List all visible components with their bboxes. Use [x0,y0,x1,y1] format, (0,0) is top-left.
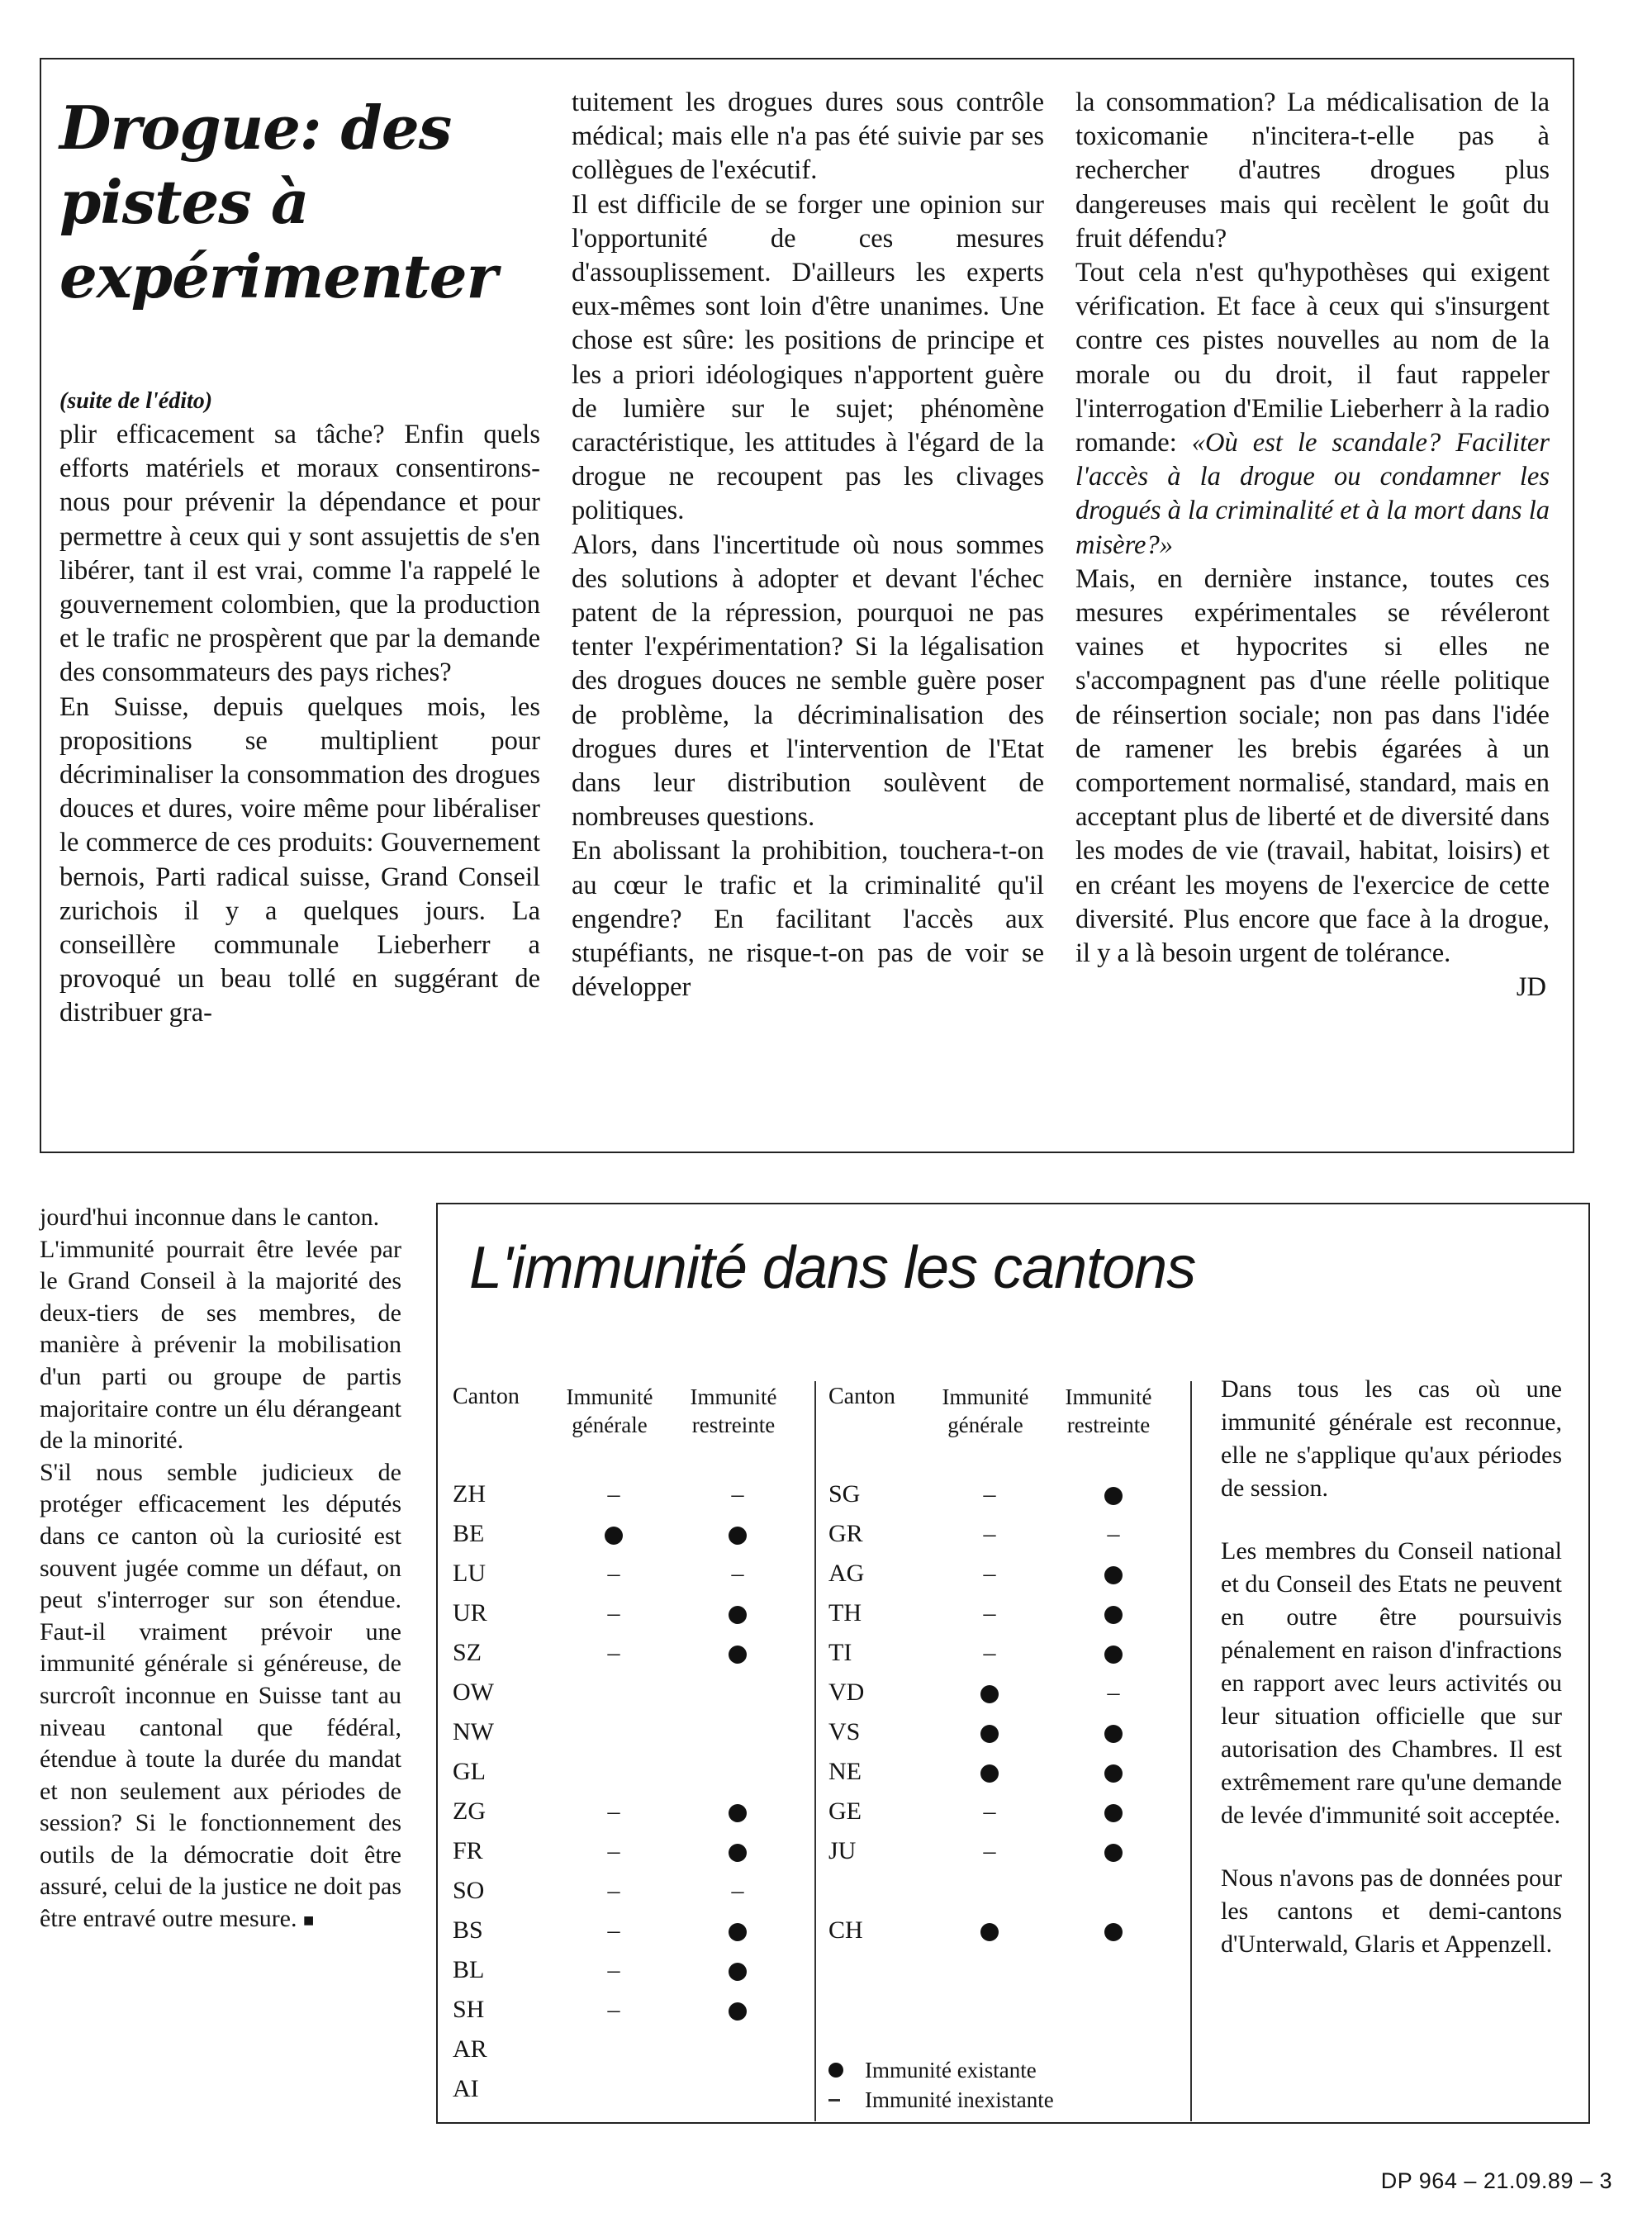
editorial-paragraph: Mais, en dernière instance, toutes ces mesures expérimentales se révéleront vaines et hypocrites si elles ne s'accompagnent pas d'une réelle politique de réinsertion sociale; non pas dans l'idée de ramener les brebis égarées à un comportement normalisé, standard, mais en acceptant plus de liberté et de diversité dans les modes de vie (travail, habitat, loisirs) et en créant les moyens de l'exercice de cette diversité. Plus encore que face à la drogue, il y a là besoin urgent de tolérance. [1075,563,1550,969]
table-row [453,1990,800,2030]
header-line: générale [572,1413,648,1437]
general-immunity-cell [552,1514,676,1554]
general-immunity-cell [552,1871,676,1911]
general-immunity-cell [552,1831,676,1871]
note-paragraph: Dans tous les cas où une immunité générale est reconnue, elle ne s'applique qu'aux périodes de session. [1221,1375,1562,1502]
general-immunity-cell [552,1633,676,1673]
canton-code: BS [453,1916,483,1944]
table-row [453,1673,800,1712]
canton-code: TI [828,1639,852,1666]
general-immunity-cell [928,1514,1051,1554]
table-row [453,2030,800,2069]
legend-existing [828,2055,1184,2085]
general-dash-icon: – [607,1639,620,1666]
canton-code: VS [828,1718,861,1745]
editorial-title: Drogue: des pistes à expérimenter [59,93,497,311]
canton-code: AG [828,1560,865,1587]
general-filled-dot-icon [605,1527,623,1545]
general-immunity-cell [928,1911,1051,1950]
general-immunity-cell [928,1673,1051,1712]
table-row [828,1554,1175,1593]
restricted-dash-icon: – [731,1877,744,1904]
table-row [453,1554,800,1593]
legend-nonexisting [828,2085,1184,2115]
general-immunity-cell [552,1475,676,1514]
filled-dot-icon [828,2063,865,2078]
table-row [453,1633,800,1673]
restricted-immunity-cell [676,1792,800,1831]
canton-code: SG [828,1480,861,1508]
general-dash-icon: – [983,1599,996,1627]
restricted-immunity-cell [1051,1673,1175,1712]
restricted-immunity-cell [676,1673,800,1712]
immunity-title: L'immunité dans les cantons [469,1235,1196,1301]
general-immunity-cell [928,1554,1051,1593]
note-paragraph: Nous n'avons pas de données pour les cantons et demi-cantons d'Unterwald, Glaris et Appenzell. [1221,1864,1562,1958]
restricted-filled-dot-icon [1104,1725,1123,1743]
general-dash-icon: – [983,1837,996,1864]
restricted-immunity-cell [1051,1911,1175,1950]
table-row [828,1475,1175,1514]
header-line: Immunité [942,1384,1029,1409]
table-row [453,1792,800,1831]
general-immunity-cell [552,1712,676,1752]
editorial-column-2 [572,86,1044,1004]
table-row [453,1911,800,1950]
canton-code: GR [828,1520,863,1547]
restricted-filled-dot-icon [1104,1606,1123,1624]
table-row [828,1593,1175,1633]
header-line: Immunité [690,1384,777,1409]
dash-icon [828,2099,865,2101]
immunity-notes [1221,1373,1562,1991]
table-row [828,1792,1175,1831]
table-row [453,1475,800,1514]
canton-code: ZH [453,1480,486,1508]
restricted-immunity-cell [676,1831,800,1871]
general-immunity-cell [928,1871,1051,1911]
header-line: Immunité [1065,1384,1152,1409]
canton-code: NW [453,1718,494,1745]
restricted-immunity-cell [676,2069,800,2109]
canton-table-right [828,1475,1175,1950]
page-footer: DP 964 – 21.09.89 – 3 [1380,2168,1612,2193]
editorial-paragraph: Il est difficile de se forger une opinion sur l'opportunité de ces mesures d'assouplissement. D'ailleurs les experts eux-mêmes sont loin d'être unanimes. Une chose est sûre: les positions de principe et les a priori idéologiques n'apportent guère de lumière sur le sujet; phénomène caractéristique, les attitudes à l'égard de la drogue ne recoupent pas les clivages politiques. [572,189,1044,526]
paragraph-text: Tout cela n'est qu'hypothèses qui exigent vérification. Et face à ceux qui s'insurgent contre ces pistes nouvelles au nom de la morale ou du droit, il faut rappeler l'interrogation d'Emilie Lieberherr à la radio romande: [1075,258,1550,458]
paragraph-text: S'il nous semble judicieux de protéger efficacement les députés dans ce canton où la curiosité est souvent jugée comme un défaut, on peut s'interroger sur son étendue. Faut-il vraiment prévoir une immunité générale si généreuse, de surcroît inconnue en Suisse tant au niveau cantonal que fédéral, étendue à toute la durée du mandat et non seulement aux périodes de session? Si le fonctionnement des outils de la démocratie doit être assuré, celui de la justice ne doit pas être entravé outre mesure. [40,1458,401,1933]
editorial-paragraph: plir efficacement sa tâche? Enfin quels efforts matériels et moraux consentirons-nous pour prévenir la dépendance et pour permettre à ceux qui y sont assujettis de s'en libérer, tant il est vrai, comme l'a rappelé le gouvernement colombien, que la production et le trafic ne prospèrent que par la demande des consommateurs des pays riches? [59,420,540,688]
general-dash-icon: – [607,1797,620,1825]
restricted-dash-icon: – [1107,1679,1120,1706]
restricted-immunity-cell [676,1475,800,1514]
general-filled-dot-icon [980,1725,999,1743]
canton-code: ZG [453,1797,486,1825]
header-general-right [928,1383,1043,1439]
restricted-immunity-cell [676,2030,800,2069]
header-restricted-right [1051,1383,1166,1439]
table-row [828,1752,1175,1792]
header-canton-left: Canton [453,1384,520,1409]
restricted-filled-dot-icon [1104,1923,1123,1941]
restricted-dash-icon: – [731,1480,744,1508]
general-filled-dot-icon [980,1923,999,1941]
canton-code: AI [453,2075,479,2102]
canton-code: SZ [453,1639,482,1666]
editorial-paragraph: En Suisse, depuis quelques mois, les propositions se multiplient pour décriminaliser la consommation des drogues douces et dures, voire même pour libéraliser le commerce de ces produits: Gouvernement bernois, Parti radical suisse, Grand Conseil zurichois il y a quelques jours. La conseillère communale Lieberherr a provoqué un beau tollé en suggérant de distribuer gra- [59,691,540,1028]
general-dash-icon: – [983,1520,996,1547]
restricted-filled-dot-icon [729,1527,747,1545]
general-immunity-cell [552,1673,676,1712]
table-row [828,1871,1175,1911]
restricted-immunity-cell [676,1990,800,2030]
restricted-dash-icon: – [731,1560,744,1587]
canton-table-left [453,1475,800,2109]
quote-text: «Où est le scandale? Faciliter l'accès à la drogue ou condamner les drogués à la criminalité et à la mort dans la misère?» [1075,428,1550,560]
general-immunity-cell [552,1990,676,2030]
table-row [828,1673,1175,1712]
header-line: Immunité [566,1384,653,1409]
general-dash-icon: – [607,1916,620,1944]
table-row [453,1752,800,1792]
legend-label: Immunité inexistante [865,2087,1054,2112]
column-separator [814,1381,816,2121]
restricted-immunity-cell [676,1871,800,1911]
table-row [828,1633,1175,1673]
general-immunity-cell [928,1593,1051,1633]
general-dash-icon: – [607,1480,620,1508]
general-immunity-cell [552,1554,676,1593]
table-row [453,1831,800,1871]
restricted-immunity-cell [1051,1752,1175,1792]
table-row [828,1514,1175,1554]
end-of-article-mark: ■ [303,1910,315,1931]
restricted-immunity-cell [1051,1712,1175,1752]
general-dash-icon: – [607,1877,620,1904]
canton-code: LU [453,1560,486,1587]
restricted-immunity-cell [676,1633,800,1673]
restricted-immunity-cell [676,1593,800,1633]
legend-label: Immunité existante [865,2058,1037,2082]
canton-code: SH [453,1996,485,2023]
editorial-column-1 [59,385,540,1031]
canton-code: BE [453,1520,485,1547]
canton-code: BL [453,1956,485,1983]
table-row [453,1593,800,1633]
general-dash-icon: – [983,1560,996,1587]
canton-code: CH [828,1916,863,1944]
editorial-paragraph: Alors, dans l'incertitude où nous sommes des solutions à adopter et devant l'échec patent de la répression, pourquoi ne pas tenter l'expérimentation? Si la légalisation des drogues douces ne semble guère poser de problème, la décriminalisation des drogues dures et l'intervention de l'Etat dans leur distribution soulèvent de nombreuses questions. [572,530,1044,833]
general-immunity-cell [552,1593,676,1633]
canton-code: UR [453,1599,487,1627]
restricted-immunity-cell [676,1752,800,1792]
restricted-immunity-cell [1051,1831,1175,1871]
column-separator [1190,1381,1192,2121]
author-signature: JD [1516,972,1546,1003]
restricted-filled-dot-icon [729,1606,747,1624]
restricted-filled-dot-icon [729,1844,747,1862]
restricted-immunity-cell [1051,1554,1175,1593]
editorial-subhead: (suite de l'édito) [59,388,213,414]
article-paragraph: jourd'hui inconnue dans le canton. [40,1204,380,1231]
canton-code: NE [828,1758,862,1785]
header-line: restreinte [1066,1413,1151,1437]
header-general-left [552,1383,667,1439]
general-immunity-cell [552,1792,676,1831]
canton-code [828,1871,928,1911]
table-row [453,2069,800,2109]
restricted-immunity-cell [1051,1514,1175,1554]
general-immunity-cell [552,1752,676,1792]
general-immunity-cell [552,1950,676,1990]
general-dash-icon: – [983,1639,996,1666]
editorial-paragraph: tuitement les drogues dures sous contrôle médical; mais elle n'a pas été suivie par ses collègues de l'exécutif. [572,88,1044,186]
editorial-column-3 [1075,86,1550,1004]
restricted-immunity-cell [676,1712,800,1752]
canton-code: OW [453,1679,494,1706]
general-immunity-cell [928,1712,1051,1752]
restricted-filled-dot-icon [1104,1764,1123,1783]
general-dash-icon: – [607,1956,620,1983]
general-dash-icon: – [607,1996,620,2023]
header-canton-right: Canton [828,1384,895,1409]
header-restricted-left [676,1383,791,1439]
restricted-immunity-cell [1051,1792,1175,1831]
restricted-filled-dot-icon [1104,1487,1123,1505]
restricted-immunity-cell [1051,1633,1175,1673]
canton-code: GE [828,1797,862,1825]
general-dash-icon: – [607,1560,620,1587]
restricted-immunity-cell [1051,1593,1175,1633]
general-immunity-cell [928,1633,1051,1673]
article-paragraph: L'immunité pourrait être levée par le Grand Conseil à la majorité des deux-tiers de ses membres, de manière à prévenir la mobilisation d'un parti ou groupe de partis majoritaire contre un élu dérangeant de la minorité. [40,1235,401,1455]
note-paragraph: Les membres du Conseil national et du Conseil des Etats ne peuvent en outre être poursuivis pénalement en raison d'infractions en rapport avec leurs activités ou leur situation officielle que sur autorisation des Chambres. Il est extrêmement rare qu'une demande de levée d'immunité soit acceptée. [1221,1537,1562,1829]
editorial-paragraph: En abolissant la prohibition, touchera-t-on au cœur le trafic et la criminalité qu'il engendre? En facilitant l'accès aux stupéfiants, ne risque-t-on pas de voir se développer [572,836,1044,1003]
restricted-filled-dot-icon [729,1963,747,1981]
restricted-immunity-cell [676,1554,800,1593]
general-immunity-cell [928,1831,1051,1871]
symbol-legend [828,2055,1184,2115]
restricted-filled-dot-icon [729,1646,747,1664]
restricted-filled-dot-icon [1104,1646,1123,1664]
canton-code: SO [453,1877,485,1904]
general-dash-icon: – [983,1797,996,1825]
editorial-paragraph: la consommation? La médicalisation de la toxicomanie n'incitera-t-elle pas à rechercher d'autres drogues plus dangereuses mais qui recèlent le goût du fruit défendu? [1075,88,1550,254]
general-dash-icon: – [607,1599,620,1627]
table-row [453,1950,800,1990]
general-immunity-cell [552,1911,676,1950]
canton-code: TH [828,1599,862,1627]
restricted-immunity-cell [1051,1871,1175,1911]
restricted-filled-dot-icon [1104,1844,1123,1862]
restricted-filled-dot-icon [729,2002,747,2021]
restricted-immunity-cell [676,1950,800,1990]
table-row [453,1514,800,1554]
canton-code: JU [828,1837,857,1864]
restricted-filled-dot-icon [1104,1804,1123,1822]
restricted-immunity-cell [1051,1475,1175,1514]
restricted-filled-dot-icon [729,1804,747,1822]
restricted-filled-dot-icon [1104,1566,1123,1584]
general-filled-dot-icon [980,1764,999,1783]
general-immunity-cell [928,1475,1051,1514]
general-immunity-cell [928,1752,1051,1792]
header-line: restreinte [691,1413,776,1437]
restricted-filled-dot-icon [729,1923,747,1941]
general-dash-icon: – [983,1480,996,1508]
restricted-dash-icon: – [1107,1520,1120,1547]
general-immunity-cell [552,2030,676,2069]
table-row [828,1831,1175,1871]
table-row [828,1911,1175,1950]
restricted-immunity-cell [676,1514,800,1554]
header-line: générale [947,1413,1023,1437]
general-immunity-cell [552,2069,676,2109]
canton-code: GL [453,1758,486,1785]
canton-code: VD [828,1679,865,1706]
restricted-immunity-cell [676,1911,800,1950]
general-dash-icon: – [607,1837,620,1864]
article-paragraph [40,1457,401,1937]
canton-code: FR [453,1837,483,1864]
table-row [828,1712,1175,1752]
table-row [453,1871,800,1911]
article-continuation [40,1202,401,1937]
canton-code: AR [453,2035,487,2063]
table-row [453,1712,800,1752]
general-immunity-cell [928,1792,1051,1831]
editorial-paragraph [1075,256,1550,563]
general-filled-dot-icon [980,1685,999,1703]
